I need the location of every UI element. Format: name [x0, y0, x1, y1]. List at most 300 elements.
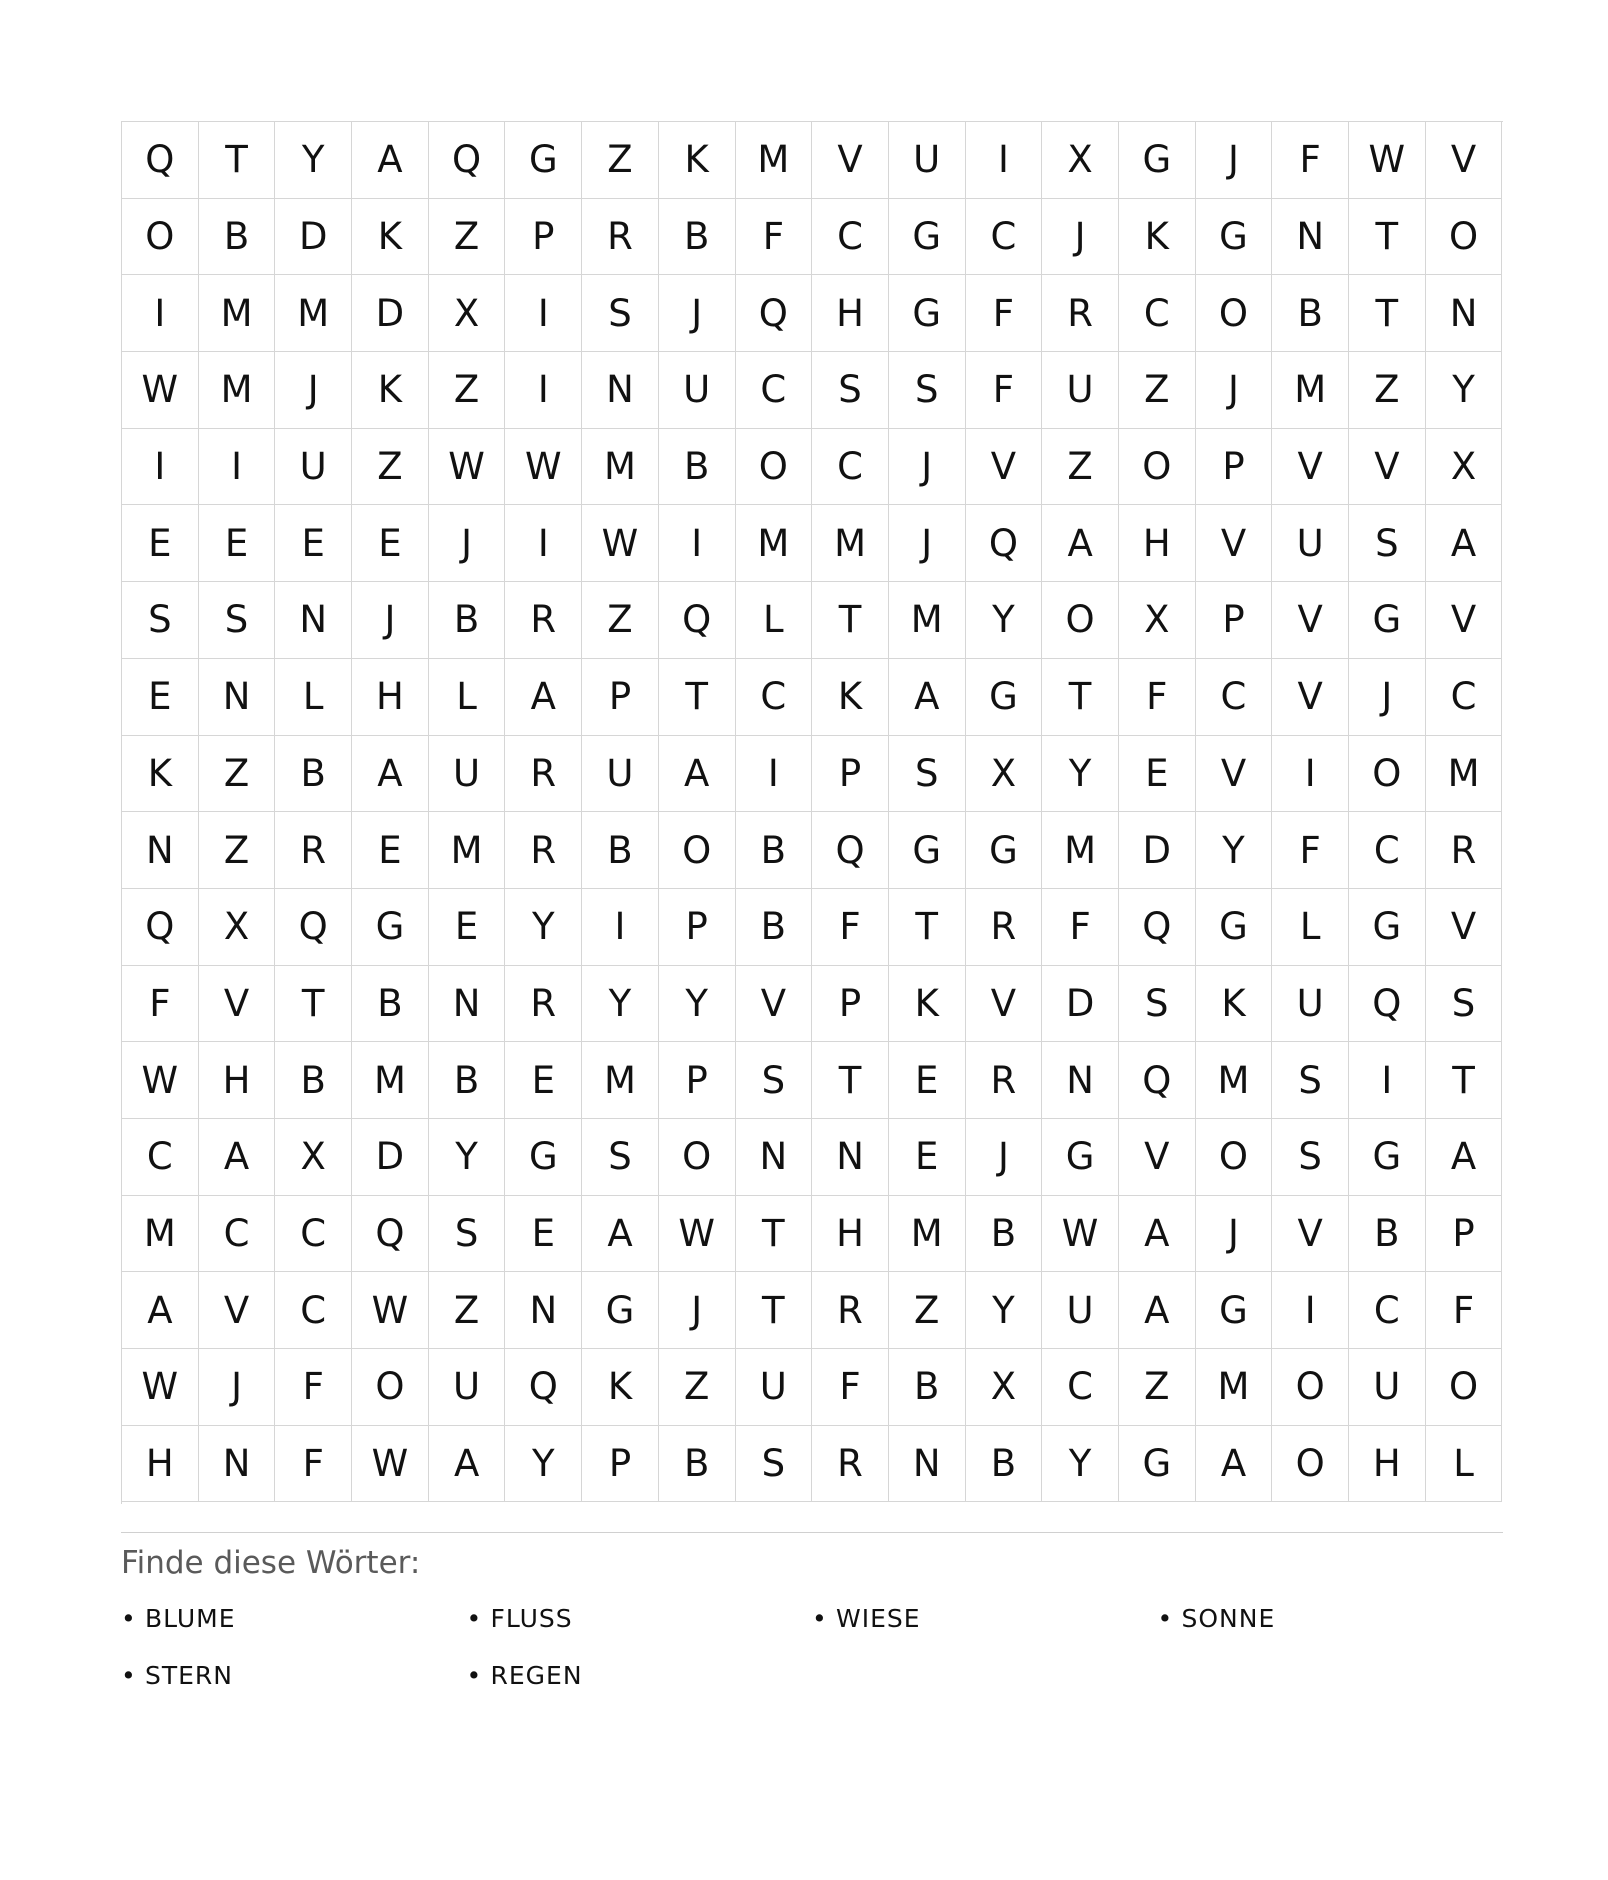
grid-cell[interactable]: P	[1196, 429, 1273, 506]
grid-cell[interactable]: J	[1042, 199, 1119, 276]
grid-cell[interactable]: A	[1426, 505, 1503, 582]
grid-cell[interactable]: U	[1349, 1349, 1426, 1426]
grid-cell[interactable]: N	[1272, 199, 1349, 276]
grid-cell[interactable]: Y	[966, 582, 1043, 659]
grid-cell[interactable]: O	[659, 1119, 736, 1196]
grid-cell[interactable]: Y	[429, 1119, 506, 1196]
grid-cell[interactable]: M	[736, 122, 813, 199]
grid-cell[interactable]: K	[352, 199, 429, 276]
grid-cell[interactable]: T	[275, 966, 352, 1043]
grid-cell[interactable]: N	[199, 1426, 276, 1503]
grid-cell[interactable]: L	[1426, 1426, 1503, 1503]
grid-cell[interactable]: M	[429, 812, 506, 889]
grid-cell[interactable]: E	[1119, 736, 1196, 813]
grid-cell[interactable]: Z	[889, 1272, 966, 1349]
grid-cell[interactable]: Z	[1042, 429, 1119, 506]
grid-cell[interactable]: J	[1196, 1196, 1273, 1273]
grid-cell[interactable]: K	[1196, 966, 1273, 1043]
grid-cell[interactable]: B	[736, 889, 813, 966]
grid-cell[interactable]: P	[505, 199, 582, 276]
grid-cell[interactable]: J	[199, 1349, 276, 1426]
grid-cell[interactable]: A	[429, 1426, 506, 1503]
grid-cell[interactable]: U	[275, 429, 352, 506]
grid-cell[interactable]: M	[582, 429, 659, 506]
grid-cell[interactable]: F	[812, 1349, 889, 1426]
grid-cell[interactable]: Q	[505, 1349, 582, 1426]
grid-cell[interactable]: Z	[659, 1349, 736, 1426]
grid-cell[interactable]: F	[966, 275, 1043, 352]
grid-cell[interactable]: R	[812, 1426, 889, 1503]
grid-cell[interactable]: W	[352, 1272, 429, 1349]
grid-cell[interactable]: E	[889, 1042, 966, 1119]
grid-cell[interactable]: Z	[1349, 352, 1426, 429]
grid-cell[interactable]: I	[505, 505, 582, 582]
grid-cell[interactable]: G	[966, 812, 1043, 889]
grid-cell[interactable]: S	[736, 1426, 813, 1503]
grid-cell[interactable]: V	[199, 1272, 276, 1349]
grid-cell[interactable]: I	[1272, 1272, 1349, 1349]
grid-cell[interactable]: M	[122, 1196, 199, 1273]
grid-cell[interactable]: T	[889, 889, 966, 966]
grid-cell[interactable]: F	[1119, 659, 1196, 736]
grid-cell[interactable]: I	[505, 352, 582, 429]
grid-cell[interactable]: R	[966, 889, 1043, 966]
grid-cell[interactable]: M	[812, 505, 889, 582]
grid-cell[interactable]: A	[1426, 1119, 1503, 1196]
grid-cell[interactable]: A	[1119, 1196, 1196, 1273]
grid-cell[interactable]: I	[736, 736, 813, 813]
grid-cell[interactable]: A	[1196, 1426, 1273, 1503]
grid-cell[interactable]: Y	[659, 966, 736, 1043]
grid-cell[interactable]: C	[966, 199, 1043, 276]
grid-cell[interactable]: L	[736, 582, 813, 659]
grid-cell[interactable]: Y	[1196, 812, 1273, 889]
grid-cell[interactable]: W	[1349, 122, 1426, 199]
grid-cell[interactable]: B	[582, 812, 659, 889]
grid-cell[interactable]: O	[736, 429, 813, 506]
grid-cell[interactable]: O	[352, 1349, 429, 1426]
grid-cell[interactable]: V	[812, 122, 889, 199]
grid-cell[interactable]: Q	[1119, 889, 1196, 966]
grid-cell[interactable]: S	[1349, 505, 1426, 582]
grid-cell[interactable]: I	[966, 122, 1043, 199]
grid-cell[interactable]: U	[736, 1349, 813, 1426]
grid-cell[interactable]: H	[199, 1042, 276, 1119]
grid-cell[interactable]: N	[582, 352, 659, 429]
grid-cell[interactable]: D	[1119, 812, 1196, 889]
grid-cell[interactable]: G	[1042, 1119, 1119, 1196]
grid-cell[interactable]: S	[889, 736, 966, 813]
grid-cell[interactable]: N	[505, 1272, 582, 1349]
grid-cell[interactable]: O	[1272, 1349, 1349, 1426]
grid-cell[interactable]: W	[122, 1349, 199, 1426]
grid-cell[interactable]: A	[1042, 505, 1119, 582]
grid-cell[interactable]: O	[659, 812, 736, 889]
grid-cell[interactable]: G	[582, 1272, 659, 1349]
grid-cell[interactable]: Y	[1426, 352, 1503, 429]
grid-cell[interactable]: V	[1119, 1119, 1196, 1196]
grid-cell[interactable]: Q	[275, 889, 352, 966]
grid-cell[interactable]: M	[199, 352, 276, 429]
grid-cell[interactable]: C	[1349, 1272, 1426, 1349]
grid-cell[interactable]: C	[812, 199, 889, 276]
grid-cell[interactable]: O	[1426, 1349, 1503, 1426]
grid-cell[interactable]: I	[505, 275, 582, 352]
grid-cell[interactable]: C	[812, 429, 889, 506]
grid-cell[interactable]: V	[1426, 889, 1503, 966]
grid-cell[interactable]: D	[352, 1119, 429, 1196]
grid-cell[interactable]: O	[1426, 199, 1503, 276]
grid-cell[interactable]: Z	[429, 199, 506, 276]
grid-cell[interactable]: P	[1426, 1196, 1503, 1273]
grid-cell[interactable]: G	[1349, 889, 1426, 966]
grid-cell[interactable]: N	[199, 659, 276, 736]
grid-cell[interactable]: B	[966, 1196, 1043, 1273]
grid-cell[interactable]: I	[122, 275, 199, 352]
grid-cell[interactable]: J	[889, 429, 966, 506]
grid-cell[interactable]: V	[966, 966, 1043, 1043]
grid-cell[interactable]: P	[659, 1042, 736, 1119]
grid-cell[interactable]: O	[122, 199, 199, 276]
grid-cell[interactable]: P	[659, 889, 736, 966]
grid-cell[interactable]: W	[505, 429, 582, 506]
grid-cell[interactable]: X	[199, 889, 276, 966]
grid-cell[interactable]: Z	[582, 582, 659, 659]
grid-cell[interactable]: C	[1119, 275, 1196, 352]
grid-cell[interactable]: S	[199, 582, 276, 659]
grid-cell[interactable]: E	[122, 505, 199, 582]
grid-cell[interactable]: E	[429, 889, 506, 966]
grid-cell[interactable]: B	[966, 1426, 1043, 1503]
grid-cell[interactable]: U	[659, 352, 736, 429]
grid-cell[interactable]: V	[199, 966, 276, 1043]
grid-cell[interactable]: U	[1272, 966, 1349, 1043]
grid-cell[interactable]: U	[582, 736, 659, 813]
grid-cell[interactable]: M	[1196, 1042, 1273, 1119]
grid-cell[interactable]: M	[889, 582, 966, 659]
grid-cell[interactable]: K	[889, 966, 966, 1043]
grid-cell[interactable]: B	[736, 812, 813, 889]
grid-cell[interactable]: L	[429, 659, 506, 736]
grid-cell[interactable]: O	[1196, 275, 1273, 352]
grid-cell[interactable]: U	[429, 736, 506, 813]
grid-cell[interactable]: A	[1119, 1272, 1196, 1349]
grid-cell[interactable]: K	[352, 352, 429, 429]
grid-cell[interactable]: J	[659, 1272, 736, 1349]
grid-cell[interactable]: M	[1196, 1349, 1273, 1426]
grid-cell[interactable]: Q	[736, 275, 813, 352]
grid-cell[interactable]: C	[122, 1119, 199, 1196]
grid-cell[interactable]: S	[122, 582, 199, 659]
grid-cell[interactable]: S	[1119, 966, 1196, 1043]
grid-cell[interactable]: Z	[199, 736, 276, 813]
grid-cell[interactable]: M	[582, 1042, 659, 1119]
grid-cell[interactable]: J	[966, 1119, 1043, 1196]
grid-cell[interactable]: T	[1426, 1042, 1503, 1119]
grid-cell[interactable]: L	[1272, 889, 1349, 966]
grid-cell[interactable]: K	[582, 1349, 659, 1426]
grid-cell[interactable]: S	[889, 352, 966, 429]
grid-cell[interactable]: O	[1196, 1119, 1273, 1196]
grid-cell[interactable]: B	[889, 1349, 966, 1426]
grid-cell[interactable]: X	[1119, 582, 1196, 659]
grid-cell[interactable]: H	[1119, 505, 1196, 582]
grid-cell[interactable]: A	[352, 736, 429, 813]
grid-cell[interactable]: X	[1426, 429, 1503, 506]
grid-cell[interactable]: J	[1196, 122, 1273, 199]
grid-cell[interactable]: V	[1196, 736, 1273, 813]
grid-cell[interactable]: J	[889, 505, 966, 582]
grid-cell[interactable]: J	[1196, 352, 1273, 429]
grid-cell[interactable]: Z	[1119, 352, 1196, 429]
grid-cell[interactable]: S	[582, 1119, 659, 1196]
grid-cell[interactable]: C	[1349, 812, 1426, 889]
grid-cell[interactable]: S	[1426, 966, 1503, 1043]
grid-cell[interactable]: B	[1272, 275, 1349, 352]
grid-cell[interactable]: A	[505, 659, 582, 736]
grid-cell[interactable]: T	[1042, 659, 1119, 736]
grid-cell[interactable]: R	[505, 582, 582, 659]
grid-cell[interactable]: B	[352, 966, 429, 1043]
grid-cell[interactable]: M	[1042, 812, 1119, 889]
grid-cell[interactable]: R	[966, 1042, 1043, 1119]
grid-cell[interactable]: U	[1272, 505, 1349, 582]
grid-cell[interactable]: O	[1042, 582, 1119, 659]
grid-cell[interactable]: T	[659, 659, 736, 736]
grid-cell[interactable]: A	[889, 659, 966, 736]
grid-cell[interactable]: G	[889, 275, 966, 352]
grid-cell[interactable]: C	[275, 1196, 352, 1273]
grid-cell[interactable]: U	[1042, 1272, 1119, 1349]
grid-cell[interactable]: N	[429, 966, 506, 1043]
grid-cell[interactable]: P	[1196, 582, 1273, 659]
grid-cell[interactable]: J	[275, 352, 352, 429]
grid-cell[interactable]: E	[889, 1119, 966, 1196]
grid-cell[interactable]: G	[1349, 1119, 1426, 1196]
grid-cell[interactable]: F	[812, 889, 889, 966]
grid-cell[interactable]: W	[1042, 1196, 1119, 1273]
grid-cell[interactable]: R	[1042, 275, 1119, 352]
grid-cell[interactable]: X	[966, 736, 1043, 813]
grid-cell[interactable]: R	[505, 736, 582, 813]
grid-cell[interactable]: N	[736, 1119, 813, 1196]
grid-cell[interactable]: Z	[199, 812, 276, 889]
grid-cell[interactable]: B	[275, 1042, 352, 1119]
grid-cell[interactable]: B	[659, 1426, 736, 1503]
grid-cell[interactable]: U	[1042, 352, 1119, 429]
grid-cell[interactable]: A	[122, 1272, 199, 1349]
grid-cell[interactable]: J	[352, 582, 429, 659]
grid-cell[interactable]: F	[1042, 889, 1119, 966]
grid-cell[interactable]: D	[1042, 966, 1119, 1043]
grid-cell[interactable]: F	[1426, 1272, 1503, 1349]
grid-cell[interactable]: S	[812, 352, 889, 429]
grid-cell[interactable]: Y	[505, 889, 582, 966]
grid-cell[interactable]: P	[812, 966, 889, 1043]
grid-cell[interactable]: Y	[582, 966, 659, 1043]
grid-cell[interactable]: G	[1349, 582, 1426, 659]
grid-cell[interactable]: S	[1272, 1119, 1349, 1196]
grid-cell[interactable]: F	[122, 966, 199, 1043]
grid-cell[interactable]: Q	[659, 582, 736, 659]
grid-cell[interactable]: I	[659, 505, 736, 582]
grid-cell[interactable]: G	[1119, 1426, 1196, 1503]
grid-cell[interactable]: G	[966, 659, 1043, 736]
grid-cell[interactable]: R	[505, 812, 582, 889]
grid-cell[interactable]: M	[889, 1196, 966, 1273]
grid-cell[interactable]: T	[1349, 275, 1426, 352]
grid-cell[interactable]: F	[1272, 122, 1349, 199]
grid-cell[interactable]: C	[275, 1272, 352, 1349]
grid-cell[interactable]: S	[736, 1042, 813, 1119]
grid-cell[interactable]: W	[122, 1042, 199, 1119]
grid-cell[interactable]: D	[352, 275, 429, 352]
grid-cell[interactable]: F	[275, 1426, 352, 1503]
grid-cell[interactable]: I	[122, 429, 199, 506]
grid-cell[interactable]: Q	[122, 889, 199, 966]
grid-cell[interactable]: Z	[582, 122, 659, 199]
grid-cell[interactable]: V	[1272, 429, 1349, 506]
grid-cell[interactable]: B	[1349, 1196, 1426, 1273]
grid-cell[interactable]: N	[1042, 1042, 1119, 1119]
grid-cell[interactable]: B	[199, 199, 276, 276]
grid-cell[interactable]: G	[1196, 1272, 1273, 1349]
grid-cell[interactable]: Q	[812, 812, 889, 889]
grid-cell[interactable]: V	[966, 429, 1043, 506]
grid-cell[interactable]: Y	[1042, 736, 1119, 813]
grid-cell[interactable]: F	[736, 199, 813, 276]
grid-cell[interactable]: G	[352, 889, 429, 966]
grid-cell[interactable]: R	[812, 1272, 889, 1349]
grid-cell[interactable]: A	[582, 1196, 659, 1273]
grid-cell[interactable]: B	[275, 736, 352, 813]
grid-cell[interactable]: W	[429, 429, 506, 506]
grid-cell[interactable]: B	[429, 582, 506, 659]
grid-cell[interactable]: X	[966, 1349, 1043, 1426]
grid-cell[interactable]: M	[275, 275, 352, 352]
grid-cell[interactable]: H	[352, 659, 429, 736]
grid-cell[interactable]: R	[582, 199, 659, 276]
grid-cell[interactable]: H	[122, 1426, 199, 1503]
grid-cell[interactable]: F	[1272, 812, 1349, 889]
grid-cell[interactable]: X	[1042, 122, 1119, 199]
grid-cell[interactable]: C	[736, 659, 813, 736]
grid-cell[interactable]: X	[275, 1119, 352, 1196]
grid-cell[interactable]: E	[352, 812, 429, 889]
grid-cell[interactable]: V	[1426, 582, 1503, 659]
grid-cell[interactable]: N	[889, 1426, 966, 1503]
grid-cell[interactable]: V	[736, 966, 813, 1043]
grid-cell[interactable]: A	[352, 122, 429, 199]
grid-cell[interactable]: E	[122, 659, 199, 736]
grid-cell[interactable]: E	[505, 1042, 582, 1119]
grid-cell[interactable]: T	[736, 1272, 813, 1349]
grid-cell[interactable]: N	[275, 582, 352, 659]
grid-cell[interactable]: E	[199, 505, 276, 582]
grid-cell[interactable]: L	[275, 659, 352, 736]
grid-cell[interactable]: M	[199, 275, 276, 352]
grid-cell[interactable]: O	[1349, 736, 1426, 813]
grid-cell[interactable]: W	[582, 505, 659, 582]
grid-cell[interactable]: C	[1042, 1349, 1119, 1426]
grid-cell[interactable]: W	[659, 1196, 736, 1273]
grid-cell[interactable]: M	[736, 505, 813, 582]
grid-cell[interactable]: I	[199, 429, 276, 506]
grid-cell[interactable]: Y	[966, 1272, 1043, 1349]
grid-cell[interactable]: H	[1349, 1426, 1426, 1503]
grid-cell[interactable]: P	[582, 659, 659, 736]
grid-cell[interactable]: T	[812, 1042, 889, 1119]
grid-cell[interactable]: Y	[505, 1426, 582, 1503]
grid-cell[interactable]: N	[812, 1119, 889, 1196]
grid-cell[interactable]: W	[122, 352, 199, 429]
grid-cell[interactable]: E	[505, 1196, 582, 1273]
grid-cell[interactable]: C	[199, 1196, 276, 1273]
grid-cell[interactable]: E	[352, 505, 429, 582]
grid-cell[interactable]: O	[1119, 429, 1196, 506]
grid-cell[interactable]: V	[1196, 505, 1273, 582]
grid-cell[interactable]: R	[1426, 812, 1503, 889]
grid-cell[interactable]: B	[659, 429, 736, 506]
grid-cell[interactable]: J	[659, 275, 736, 352]
grid-cell[interactable]: G	[889, 812, 966, 889]
grid-cell[interactable]: A	[199, 1119, 276, 1196]
grid-cell[interactable]: G	[1196, 199, 1273, 276]
grid-cell[interactable]: A	[659, 736, 736, 813]
grid-cell[interactable]: F	[275, 1349, 352, 1426]
grid-cell[interactable]: M	[352, 1042, 429, 1119]
grid-cell[interactable]: F	[966, 352, 1043, 429]
grid-cell[interactable]: V	[1272, 1196, 1349, 1273]
grid-cell[interactable]: M	[1426, 736, 1503, 813]
grid-cell[interactable]: N	[122, 812, 199, 889]
grid-cell[interactable]: Y	[275, 122, 352, 199]
grid-cell[interactable]: H	[812, 275, 889, 352]
grid-cell[interactable]: V	[1272, 582, 1349, 659]
grid-cell[interactable]: G	[505, 122, 582, 199]
grid-cell[interactable]: T	[812, 582, 889, 659]
grid-cell[interactable]: V	[1272, 659, 1349, 736]
grid-cell[interactable]: T	[736, 1196, 813, 1273]
grid-cell[interactable]: K	[122, 736, 199, 813]
grid-cell[interactable]: Z	[429, 352, 506, 429]
grid-cell[interactable]: U	[889, 122, 966, 199]
grid-cell[interactable]: I	[1349, 1042, 1426, 1119]
grid-cell[interactable]: C	[1196, 659, 1273, 736]
grid-cell[interactable]: K	[812, 659, 889, 736]
grid-cell[interactable]: X	[429, 275, 506, 352]
grid-cell[interactable]: S	[582, 275, 659, 352]
grid-cell[interactable]: G	[889, 199, 966, 276]
grid-cell[interactable]: M	[1272, 352, 1349, 429]
grid-cell[interactable]: T	[199, 122, 276, 199]
grid-cell[interactable]: D	[275, 199, 352, 276]
grid-cell[interactable]: R	[275, 812, 352, 889]
grid-cell[interactable]: J	[429, 505, 506, 582]
grid-cell[interactable]: Q	[429, 122, 506, 199]
grid-cell[interactable]: G	[1119, 122, 1196, 199]
grid-cell[interactable]: Q	[122, 122, 199, 199]
grid-cell[interactable]: G	[1196, 889, 1273, 966]
grid-cell[interactable]: I	[1272, 736, 1349, 813]
grid-cell[interactable]: P	[582, 1426, 659, 1503]
grid-cell[interactable]: C	[1426, 659, 1503, 736]
grid-cell[interactable]: Z	[429, 1272, 506, 1349]
grid-cell[interactable]: K	[1119, 199, 1196, 276]
grid-cell[interactable]: K	[659, 122, 736, 199]
grid-cell[interactable]: P	[812, 736, 889, 813]
grid-cell[interactable]: Z	[352, 429, 429, 506]
